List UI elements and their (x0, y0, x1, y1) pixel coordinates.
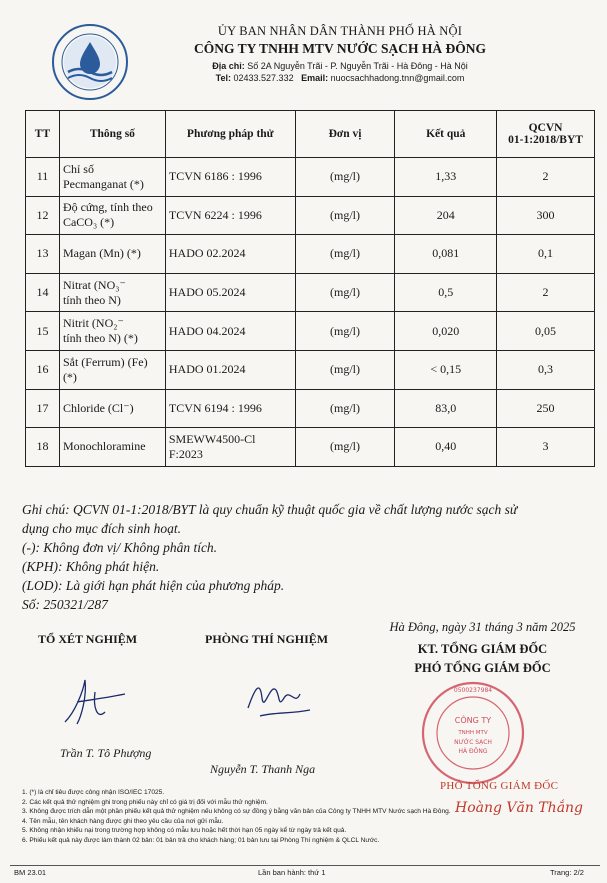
cell-limit: 2 (497, 158, 595, 197)
cell-tt: 18 (26, 428, 60, 467)
cell-limit: 0,3 (497, 350, 595, 389)
note-line: (LOD): Là giới hạn phát hiện của phương pháp. (22, 578, 285, 593)
company-stamp-icon (418, 678, 528, 788)
cell-method: HADO 04.2024 (165, 312, 295, 351)
cell-tt: 15 (26, 312, 60, 351)
company-name: CÔNG TY TNHH MTV NƯỚC SẠCH HÀ ĐÔNG (194, 41, 486, 56)
footnote-line: 5. Không nhận khiếu nại trong trường hợp không có mẫu lưu hoặc hết thời hạn 05 ngày kể từ ngày trả kết quả. (22, 827, 347, 835)
cell-method: HADO 02.2024 (165, 235, 295, 274)
document-number: Số: 250321/287 (22, 597, 108, 612)
cell-limit: 0,05 (497, 312, 595, 351)
team-signature-icon (55, 672, 135, 732)
footnote-line: 2. Các kết quả thử nghiệm ghi trong phiếu này chỉ có giá trị đối với mẫu thử nghiệm. (22, 798, 268, 806)
company-contact: Tel: 02433.527.332 Email: nuocsachhadong.tnn@gmail.com (215, 73, 465, 83)
issue-number: Lần ban hành: thứ 1 (258, 868, 326, 877)
table-row (26, 196, 595, 235)
footnote-line: 4. Tên mẫu, tên khách hàng được ghi theo yêu cầu của nơi gửi mẫu. (22, 817, 224, 825)
cell-method: HADO 01.2024 (165, 350, 295, 389)
cell-limit: 2 (497, 273, 595, 312)
cell-limit: 3 (497, 428, 595, 467)
page-number: Trang: 2/2 (550, 868, 584, 877)
company-address: Địa chỉ: Số 2A Nguyễn Trãi - P. Nguyễn Trãi - Hà Đông - Hà Nội (212, 61, 468, 71)
cell-result: 1,33 (395, 158, 497, 197)
footnote-line: 6. Phiếu kết quả này được làm thành 02 bản: 01 bản trả cho khách hàng; 01 bản lưu tại Phòng Thí nghiệm & QLCL Nước. (22, 836, 380, 844)
cell-unit: (mg/l) (295, 235, 395, 274)
team-label: TỔ XÉT NGHIỆM (38, 632, 138, 646)
cell-param: Magan (Mn) (*) (59, 235, 165, 274)
cell-limit: 300 (497, 196, 595, 235)
cell-method: TCVN 6224 : 1996 (165, 196, 295, 235)
results-table (25, 110, 595, 467)
cell-method: TCVN 6194 : 1996 (165, 389, 295, 428)
cell-limit: 0,1 (497, 235, 595, 274)
footnote-line: 1. (*) là chỉ tiêu được công nhận ISO/IEC 17025. (22, 789, 165, 796)
cell-tt: 12 (26, 196, 60, 235)
footer-divider (10, 865, 600, 866)
cell-unit: (mg/l) (295, 428, 395, 467)
col-unit: Đơn vị (295, 111, 395, 158)
lab-signature-icon (240, 668, 320, 728)
note-line: Ghi chú: QCVN 01-1:2018/BYT là quy chuẩn kỹ thuật quốc gia về chất lượng nước sạch sử (22, 502, 518, 517)
cell-param: Chloride (Cl⁻) (59, 389, 165, 428)
authority-name: ỦY BAN NHÂN DÂN THÀNH PHỐ HÀ NỘI (217, 24, 463, 38)
col-method: Phương pháp thử (165, 111, 295, 158)
note-line: dụng cho mục đích sinh hoạt. (22, 521, 181, 536)
cell-result: 0,5 (395, 273, 497, 312)
stamp-signature: Hoàng Văn Thắng (455, 800, 584, 816)
cell-param: Monochloramine (59, 428, 165, 467)
cell-tt: 14 (26, 273, 60, 312)
cell-unit: (mg/l) (295, 158, 395, 197)
cell-tt: 11 (26, 158, 60, 197)
stamp-title: PHÓ TỔNG GIÁM ĐỐC (440, 780, 559, 792)
table-row (26, 350, 595, 389)
col-result: Kết quả (395, 111, 497, 158)
cell-method: TCVN 6186 : 1996 (165, 158, 295, 197)
cell-result: 0,020 (395, 312, 497, 351)
col-tt: TT (26, 111, 60, 158)
table-header-row (26, 111, 595, 158)
note-line: (-): Không đơn vị/ Không phân tích. (22, 540, 218, 555)
cell-unit: (mg/l) (295, 389, 395, 428)
cell-result: 204 (395, 196, 497, 235)
cell-param: Sắt (Ferrum) (Fe) (*) (59, 350, 165, 389)
table-row (26, 273, 595, 312)
cell-tt: 16 (26, 350, 60, 389)
svg-text:HÀ ĐÔNG: HÀ ĐÔNG (458, 748, 488, 755)
cell-method: SMEWW4500-Cl F:2023 (165, 428, 295, 467)
cell-tt: 13 (26, 235, 60, 274)
table-row (26, 428, 595, 467)
signer-title: KT. TỔNG GIÁM ĐỐC PHÓ TỔNG GIÁM ĐỐC (414, 642, 551, 675)
cell-result: < 0,15 (395, 350, 497, 389)
cell-param: Nitrit (NO₂⁻ tính theo N) (*) (59, 312, 165, 351)
notes-section (22, 500, 592, 614)
company-logo-icon (50, 22, 130, 102)
cell-limit: 250 (497, 389, 595, 428)
cell-unit: (mg/l) (295, 312, 395, 351)
svg-text:NƯỚC SẠCH: NƯỚC SẠCH (454, 739, 492, 746)
table-row (26, 158, 595, 197)
cell-param: Độ cứng, tính theo CaCO₃ (*) (59, 196, 165, 235)
table-row (26, 389, 595, 428)
footnote-line: 3. Không được trích dẫn một phần phiếu kết quả thử nghiệm nếu không có sự đồng ý bằng văn bản của Công ty TNHH MTV Nước sạch Hà Đông. (22, 808, 451, 816)
svg-text:CÔNG TY: CÔNG TY (454, 716, 492, 725)
table-row (26, 235, 595, 274)
cell-result: 83,0 (395, 389, 497, 428)
note-line: (KPH): Không phát hiện. (22, 559, 160, 574)
lab-signer-name: Nguyễn T. Thanh Nga (210, 762, 316, 776)
cell-result: 0,40 (395, 428, 497, 467)
cell-unit: (mg/l) (295, 273, 395, 312)
cell-param: Chỉ số Pecmanganat (*) (59, 158, 165, 197)
cell-unit: (mg/l) (295, 196, 395, 235)
lab-label: PHÒNG THÍ NGHIỆM (205, 632, 329, 646)
cell-param: Nitrat (NO₃⁻ tính theo N) (59, 273, 165, 312)
svg-text:TNHH MTV: TNHH MTV (458, 730, 488, 736)
cell-result: 0,081 (395, 235, 497, 274)
team-signer-name: Trần T. Tô Phượng (60, 746, 152, 760)
form-code: BM 23.01 (14, 868, 47, 877)
cell-tt: 17 (26, 389, 60, 428)
table-row (26, 312, 595, 351)
cell-method: HADO 05.2024 (165, 273, 295, 312)
cell-unit: (mg/l) (295, 350, 395, 389)
footnotes (22, 788, 502, 846)
svg-text:0500237984: 0500237984 (453, 687, 493, 694)
col-qcvn: QCVN 01-1:2018/BYT (497, 111, 595, 158)
col-param: Thông số (59, 111, 165, 158)
document-header (140, 24, 540, 83)
issue-date: Hà Đông, ngày 31 tháng 3 năm 2025 (389, 620, 576, 634)
